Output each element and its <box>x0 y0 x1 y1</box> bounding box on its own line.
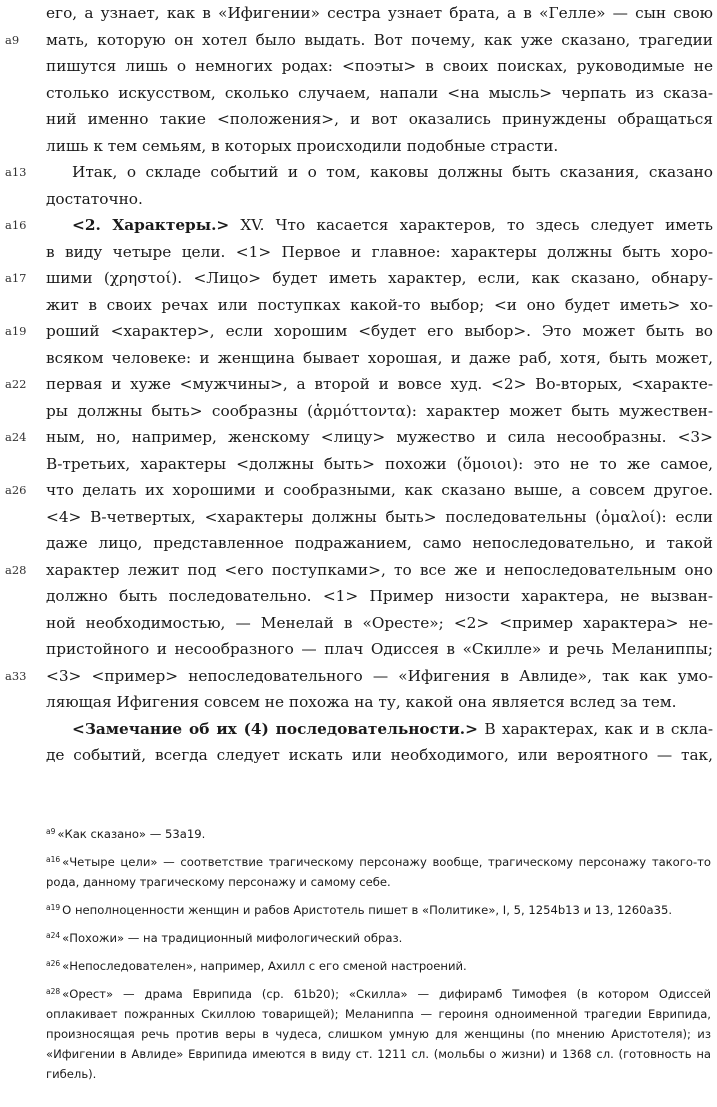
section-heading: <Замечание об их (4) последовательности.> <box>72 719 478 738</box>
margin-ref: a9 <box>5 32 20 47</box>
margin-ref: a28 <box>5 562 27 577</box>
text-line: жит в своих речах или поступках какой-то выбор; <и оно будет иметь> хо- <box>46 295 713 314</box>
footnote: $^{a19}$ О неполноценности женщин и рабов Аристотель пишет в «Политике», I, 5, 1254b13 и 13, 1260а35. <box>46 903 673 917</box>
text-line: де событий, всегда следует искать или необходимого, или вероятного — так, <box>46 746 713 764</box>
margin-ref: a16 <box>5 218 27 232</box>
footnote: $^{a26}$ «Непоследователен», например, Ахилл с его сменой настроений. <box>46 959 467 973</box>
footnotes <box>46 822 711 1090</box>
margin-ref: a22 <box>5 377 27 391</box>
text-line: в виду четыре цели. <1> Первое и главное: характеры должны быть хоро- <box>46 242 713 261</box>
text-line: В-третьих, характеры <должны быть> похожи (ὅμοιοι): это не то же самое, <box>46 454 713 473</box>
text-line: ний именно такие <положения>, и вот оказались принуждены обращаться <box>46 110 713 128</box>
margin-ref: a19 <box>5 324 27 338</box>
text-line: пишутся лишь о немногих родах: <поэты> в своих поисках, руководимые не <box>46 57 713 75</box>
margin-ref: a17 <box>5 271 27 285</box>
section-heading: <2. Характеры.> <box>72 216 230 234</box>
text-line: <3> <пример> непоследовательного — «Ифигения в Авлиде», так как умо- <box>46 666 713 685</box>
footnote: $^{a9}$ «Как сказано» — 53а19. <box>46 827 206 841</box>
margin-ref: a13 <box>5 165 27 179</box>
footnote-ref: a9 <box>46 827 56 836</box>
text-line: характер лежит под <его поступками>, то все же и непоследовательным оно <box>46 560 713 579</box>
text-line: ляющая Ифигения совсем не похожа на ту, какой она является вслед за тем. <box>46 693 677 711</box>
footnote-ref: a19 <box>46 903 61 912</box>
text-line: достаточно. <box>46 189 143 208</box>
footnote-ref: a26 <box>46 959 61 968</box>
text-line: шими (χρηστοί). <Лицо> будет иметь характер, если, как сказано, обнару- <box>46 269 713 287</box>
text-line: лишь к тем семьям, в которых происходили подобные страсти. <box>46 136 559 155</box>
margin-ref: a24 <box>5 430 27 444</box>
footnote: $^{a28}$ «Орест» — драма Еврипида (ср. 61b20); «Скилла» — дифирамб Тимофея (в котором Одиссей оплакивает пожранных Скиллою товарищей); Меланиппа — героиня одноименной трагедии Еврипида, произносящая речь против веры в чудеса, слишком умную для женщины (по мнению Аристотеля); из «Ифигении в Авлиде» Еврипида имеются в виду ст. 1211 сл. (мольбы о жизни) и 1368 сл. (готовность на гибель). <box>46 987 711 1081</box>
text-line: его, а узнает, как в «Ифигении» сестра узнает брата, а в «Гелле» — сын свою <box>46 4 713 22</box>
text-line: всяком человеке: и женщина бывает хорошая, и даже раб, хотя, быть может, <box>46 348 713 367</box>
footnote: $^{a16}$ «Четыре цели» — соответствие трагическому персонажу вообще, трагическому персонажу такого-то рода, данному трагическому персонажу и самому себе. <box>46 855 711 889</box>
text-line: ной необходимостью, — Менелай в «Оресте»; <2> <пример характера> не- <box>46 613 713 632</box>
text-line: <4> В-четвертых, <характеры должны быть> последовательны (ὁμαλοί): если <box>46 507 713 526</box>
text-line: Итак, о складе событий и о том, каковы должны быть сказания, сказано <box>72 163 713 181</box>
text-line: что делать их хорошими и сообразными, как сказано выше, а совсем другое. <box>46 481 713 499</box>
footnote-ref: a16 <box>46 855 61 864</box>
text-line: роший <характер>, если хорошим <будет его выбор>. Это может быть во <box>46 322 713 340</box>
text-line: пристойного и несообразного — плач Одиссея в «Скилле» и речь Меланиппы; <box>46 640 713 658</box>
margin-ref: a26 <box>5 483 27 497</box>
text-line: столько искусством, сколько случаем, напали <на мысль> черпать из сказа- <box>46 83 713 102</box>
footnote: $^{a24}$ «Похожи» — на традиционный мифологический образ. <box>46 931 403 945</box>
text-line: первая и хуже <мужчины>, а второй и вовсе худ. <2> Во-вторых, <характе- <box>46 375 713 393</box>
footnote-ref: a28 <box>46 987 61 996</box>
text-line: <Замечание об их (4) последовательности.> В характерах, как и в скла- <box>72 719 714 738</box>
text-line: <2. Характеры.> XV. Что касается характеров, то здесь следует иметь <box>72 216 714 234</box>
text-line: мать, которую он хотел было выдать. Вот почему, как уже сказано, трагедии <box>46 30 713 49</box>
text-line: даже лицо, представленное подражанием, само непоследовательно, и такой <box>46 534 713 552</box>
text-line: ры должны быть> сообразны (ἁρμόττοντα): характер может быть мужествен- <box>46 401 713 420</box>
footnote-ref: a24 <box>46 931 61 940</box>
text-line: должно быть последовательно. <1> Пример низости характера, не вызван- <box>46 587 713 605</box>
text-line: ным, но, например, женскому <лицу> мужество и сила несообразны. <3> <box>46 428 713 446</box>
margin-ref: a33 <box>5 668 27 683</box>
